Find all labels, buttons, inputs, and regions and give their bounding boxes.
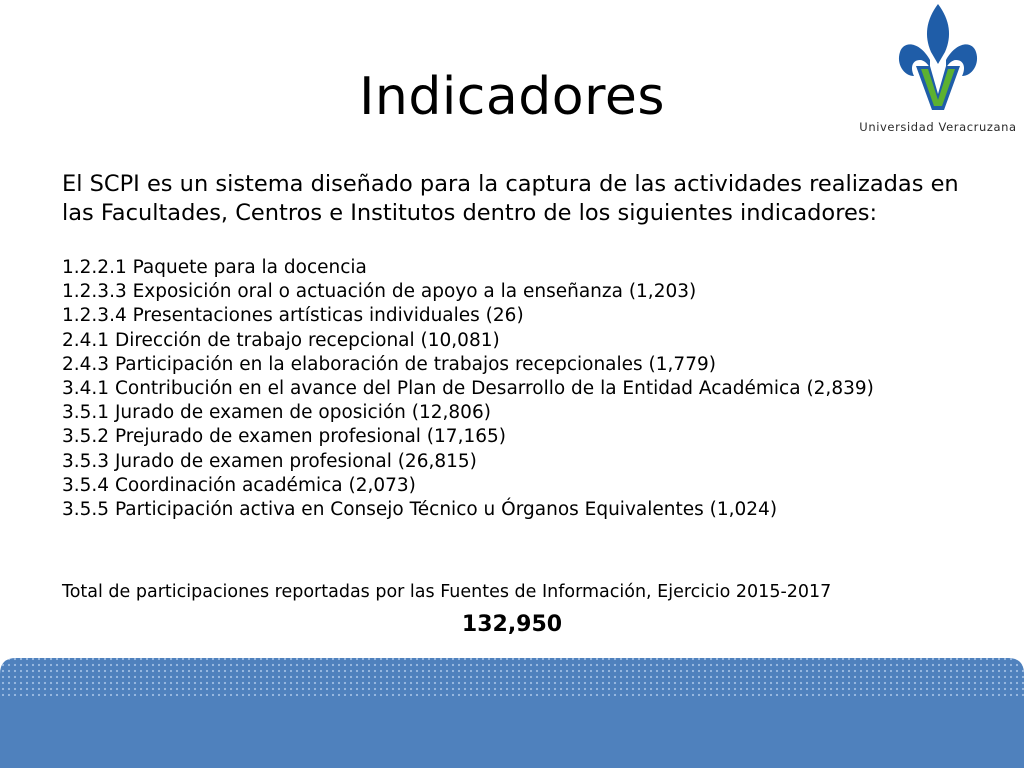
- indicator-item: 2.4.3 Participación en la elaboración de trabajos recepcionales (1,779): [62, 353, 716, 375]
- indicator-item: 1.2.2.1 Paquete para la docencia: [62, 257, 367, 278]
- intro-paragraph: El SCPI es un sistema diseñado para la captura de las actividades realizadas en las Facultades, Centros e Institutos dentro de los siguientes indicadores:: [62, 171, 959, 226]
- indicator-item: 3.5.1 Jurado de examen de oposición (12,806): [62, 402, 491, 424]
- indicator-item: 2.4.1 Dirección de trabajo recepcional (10,081): [62, 329, 500, 351]
- total-label: Total de participaciones reportadas por las Fuentes de Información, Ejercicio 2015-2017: [62, 582, 832, 602]
- footer-band: [0, 656, 1024, 768]
- indicator-item: 3.4.1 Contribución en el avance del Plan de Desarrollo de la Entidad Académica (2,839): [62, 378, 874, 400]
- total-value: 132,950: [461, 612, 563, 637]
- indicator-item: 1.2.3.4 Presentaciones artísticas individuales (26): [62, 305, 524, 327]
- indicator-item: 3.5.4 Coordinación académica (2,073): [62, 474, 416, 496]
- logo-caption: Universidad Veracruzana: [859, 120, 1017, 134]
- indicator-item: 3.5.5 Participación activa en Consejo Técnico u Órganos Equivalentes (1,024): [62, 499, 778, 521]
- indicator-item: 3.5.2 Prejurado de examen profesional (17,165): [62, 426, 506, 448]
- indicator-item: 3.5.3 Jurado de examen profesional (26,815): [62, 450, 477, 472]
- indicator-item: 1.2.3.3 Exposición oral o actuación de apoyo a la enseñanza (1,203): [62, 281, 697, 303]
- slide-title: Indicadores: [359, 67, 665, 127]
- indicator-list: [62, 256, 962, 522]
